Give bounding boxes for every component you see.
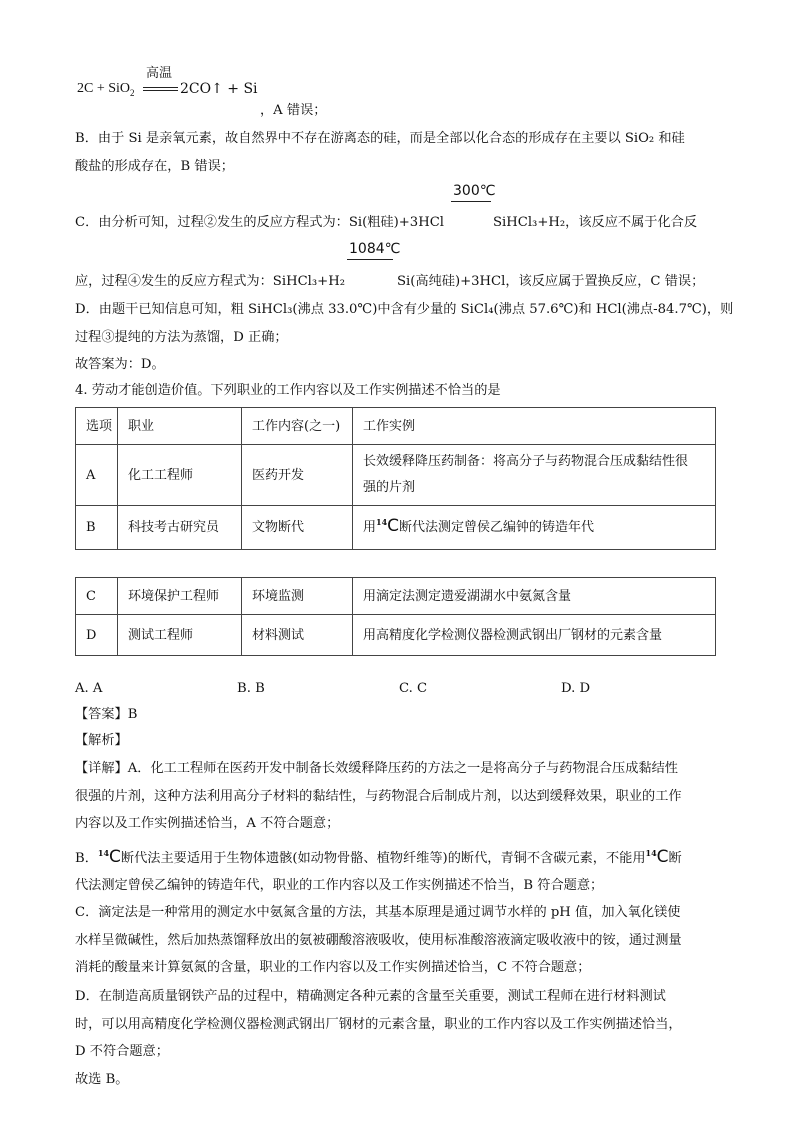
detail-a-line1: 【详解】A．化工工程师在医药开发中制备长效缓释降压药的方法之一是将高分子与药物混合压成黏结性 [75,761,678,776]
cell-example [353,506,716,550]
equation-condition: 高温 [146,66,173,81]
cell-content: 文物断代 [242,506,353,550]
detail-b-line1 [75,849,682,866]
cell-example-line2: 强的片剂 [363,480,416,495]
question-4-stem: 4. 劳动才能创造价值。下列职业的工作内容以及工作实例描述不恰当的是 [75,383,501,398]
para-b-line2: 酸盐的形成存在，B 错误； [75,159,234,174]
cell-example: 用高精度化学检测仪器检测武钢出厂钢材的元素含量 [353,615,716,656]
header-job: 职业 [118,408,242,445]
isotope-symbol: C [387,516,400,536]
job-table-part2 [75,577,716,656]
cell-job: 化工工程师 [118,445,242,506]
header-content: 工作内容(之一) [242,408,353,445]
equation-rhs: 2CO↑ + Si [180,81,258,97]
para-d-line2: 过程③提纯的方法为蒸馏，D 正确； [75,330,288,345]
cell-job: 测试工程师 [118,615,242,656]
cell-content: 材料测试 [242,615,353,656]
isotope-mass-number: 14 [97,848,110,858]
reaction-condition-300: 300℃ [453,183,496,199]
isotope-mass-number: 14 [376,517,388,527]
final-answer: 故选 B。 [75,1072,129,1087]
header-example: 工作实例 [353,408,716,445]
detail-c-line2: 水样呈微碱性，然后加热蒸馏释放出的氨被硼酸溶液吸收，使用标准酸溶液滴定吸收液中的铵，通过测量 [75,933,682,948]
cell-example-rest: 断代法测定曾侯乙编钟的铸造年代 [399,520,595,535]
cell-option: A [76,445,118,506]
detail-d-line1: D．在制造高质量钢铁产品的过程中，精确测定各种元素的含量至关重要，测试工程师在进行材料测试 [75,989,666,1004]
detail-b-end: 断 [668,851,682,866]
reaction-condition-1084: 1084℃ [349,241,401,257]
para-c-line2-right: Si(高纯硅)+3HCl，该反应属于置换反应，C 错误； [397,274,705,289]
table-row-d [76,615,716,656]
detail-d-line2: 时，可以用高精度化学检测仪器检测武钢出厂钢材的元素含量，职业的工作内容以及工作实例描述恰当， [75,1017,682,1032]
equation-lhs: 2C + SiO [77,81,131,96]
para-c-line1-left: C．由分析可知，过程②发生的反应方程式为：Si(粗硅)+3HCl [75,215,445,230]
detail-a-line3: 内容以及工作实例描述恰当，A 不符合题意； [75,816,340,831]
detail-d-line3: D 不符合题意； [75,1044,169,1059]
detail-b-line2: 代法测定曾侯乙编钟的铸造年代，职业的工作内容以及工作实例描述不恰当，B 符合题意； [75,878,604,893]
cell-option: B [76,506,118,550]
table-row-b [76,506,716,550]
header-option: 选项 [76,408,118,445]
detail-b-middle: 断代法主要适用于生物体遗骸(如动物骨骼、植物纤维等)的断代，青铜不含碳元素，不能用 [120,851,646,866]
cell-option: D [76,615,118,656]
cell-job: 环境保护工程师 [118,578,242,615]
para-d-line1: D．由题干已知信息可知，粗 SiHCl₃(沸点 33.0℃)中含有少量的 SiCl₄(沸点 57.6℃)和 HCl(沸点-84.7℃)，则 [75,302,734,317]
isotope-symbol: C [109,847,121,867]
table-header-row [76,408,716,445]
equation-tail: ，A 错误； [260,103,327,118]
option-b: B. B [237,681,265,696]
cell-example: 用滴定法测定遗爱湖湖水中氨氮含量 [353,578,716,615]
equation-arrow-line-1 [143,87,178,88]
job-table-part1 [75,407,716,550]
detail-b-prefix: B． [75,851,98,866]
condition-underline-300 [451,201,491,202]
option-a: A. A [75,681,103,696]
condition-underline-1084 [347,259,393,260]
detail-c-line1: C．滴定法是一种常用的测定水中氨氮含量的方法，其基本原理是通过调节水样的 pH 值，加入氧化镁使 [75,905,681,920]
equation-lhs-subscript: 2 [130,87,135,98]
cell-example [353,445,716,506]
isotope-symbol-2: C [656,847,669,867]
option-c: C. C [399,681,428,696]
isotope-mass-number-2: 14 [645,848,657,858]
cell-example-line1: 长效缓释降压药制备：将高分子与药物混合压成黏结性很 [363,454,689,469]
cell-option: C [76,578,118,615]
cell-example-pre: 用 [363,520,377,535]
equation [77,82,135,98]
previous-answer: 故答案为：D。 [75,357,165,372]
cell-content: 医药开发 [242,445,353,506]
para-c-line1-right: SiHCl₃+H₂，该反应不属于化合反 [493,215,698,230]
cell-job: 科技考古研究员 [118,506,242,550]
answer-label: 【答案】B [75,707,138,722]
para-c-line2-left: 应，过程④发生的反应方程式为：SiHCl₃+H₂ [75,274,345,289]
para-b-line1: B．由于 Si 是亲氧元素，故自然界中不存在游离态的硅，而是全部以化合态的形成存在主要以 SiO₂ 和硅 [75,131,685,146]
table-row-c [76,578,716,615]
detail-c-line3: 消耗的酸量来计算氨氮的含量，职业的工作内容以及工作实例描述恰当，C 不符合题意； [75,960,591,975]
table-row-a [76,445,716,506]
option-d: D. D [561,681,591,696]
cell-content: 环境监测 [242,578,353,615]
detail-a-line2: 很强的片剂，这种方法利用高分子材料的黏结性，与药物混合后制成片剂，以达到缓释效果，职业的工作 [75,789,682,804]
analysis-label: 【解析】 [75,733,128,748]
equation-arrow-line-2 [143,90,178,91]
